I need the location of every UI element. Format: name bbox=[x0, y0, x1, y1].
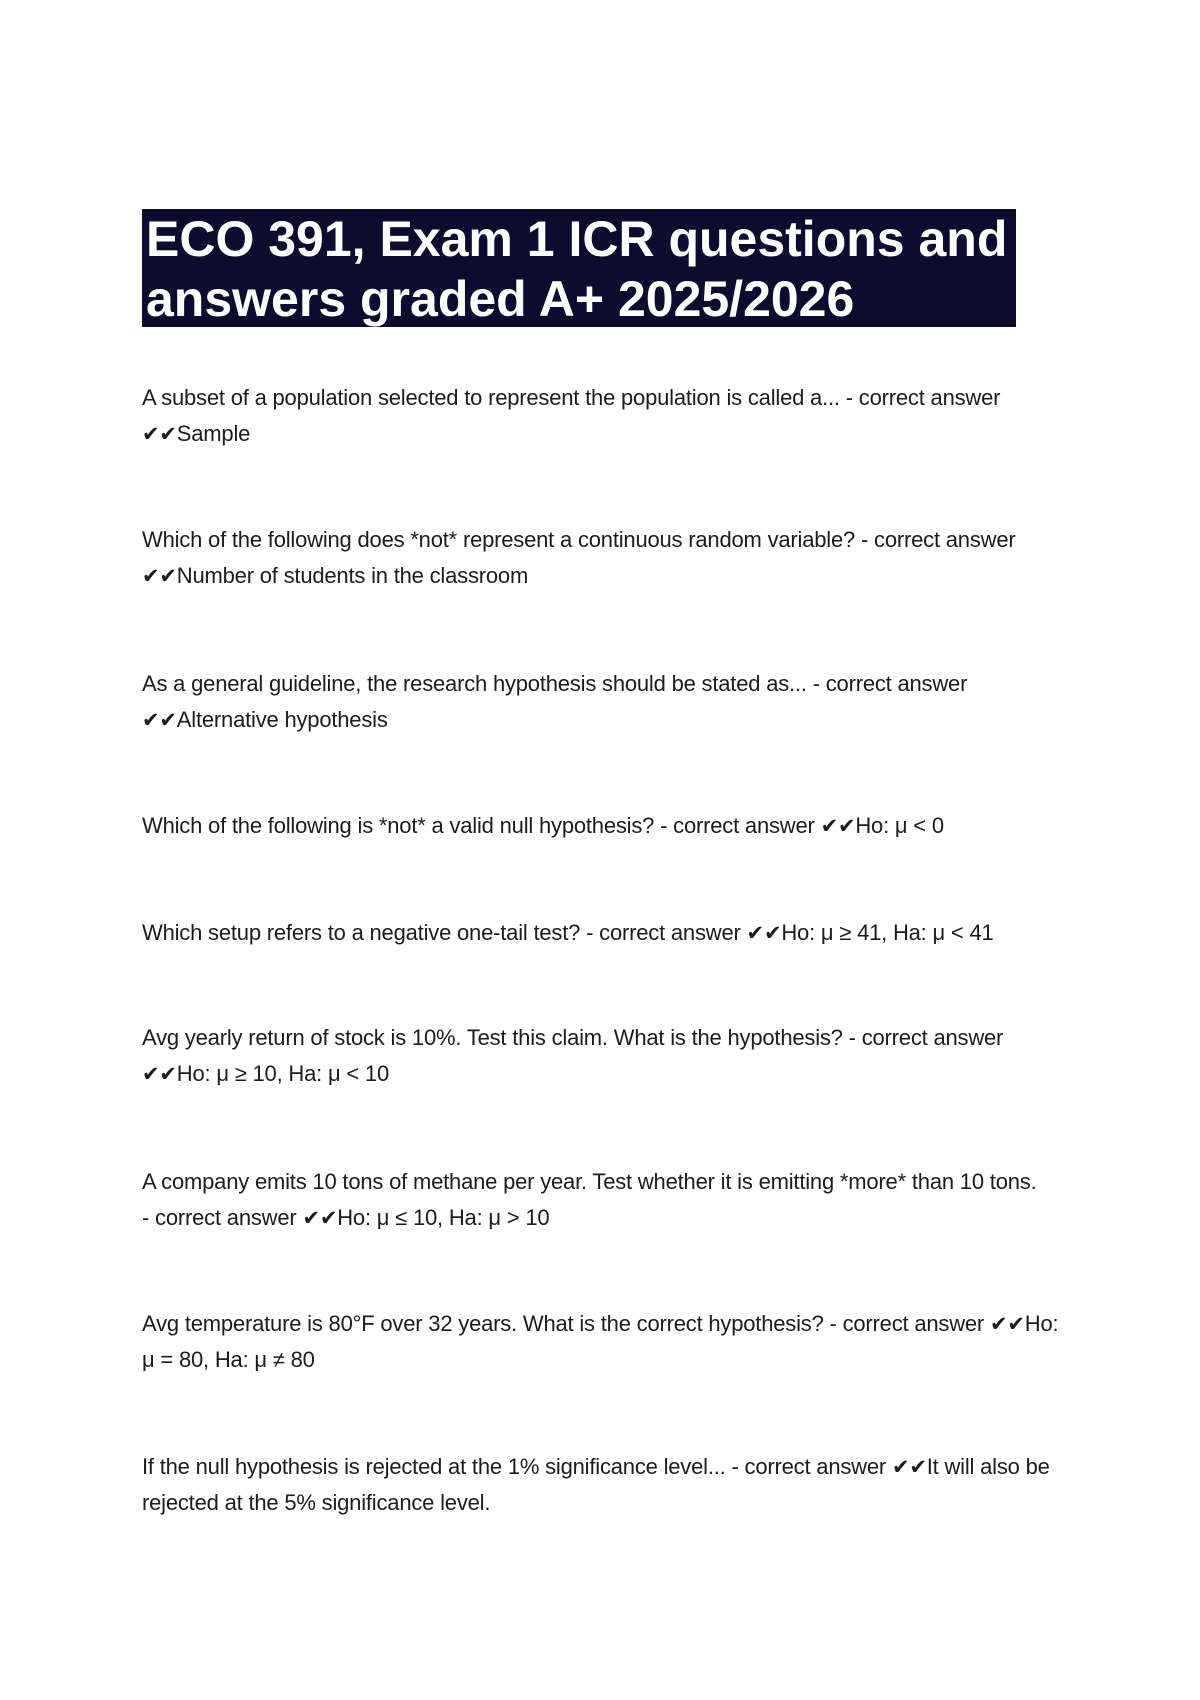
question-text: Which of the following does *not* represent a continuous random variable? bbox=[142, 527, 856, 552]
double-check-icon: ✔✔ bbox=[302, 1206, 338, 1230]
title-line-2: answers graded A+ 2025/2026 bbox=[146, 271, 855, 327]
question-text: Avg temperature is 80°F over 32 years. What is the correct hypothesis? bbox=[142, 1311, 824, 1336]
qa-item-4 bbox=[142, 808, 1072, 844]
question-text: A subset of a population selected to represent the population is called a... bbox=[142, 385, 840, 410]
answer-separator: - correct answer bbox=[860, 527, 1016, 552]
question-text: Which of the following is *not* a valid null hypothesis? bbox=[142, 813, 655, 838]
qa-item-8 bbox=[142, 1306, 1072, 1378]
answer-text: Ho: μ ≥ 41, Ha: μ < 41 bbox=[781, 920, 994, 945]
qa-item-6 bbox=[142, 1020, 1072, 1092]
double-check-icon: ✔✔ bbox=[142, 1062, 177, 1086]
answer-separator: - correct answer bbox=[660, 813, 815, 838]
answer-text: Ho: μ = 80, Ha: μ ≠ 80 bbox=[142, 1311, 1059, 1372]
qa-item-7 bbox=[142, 1164, 1072, 1236]
answer-text: Ho: μ < 0 bbox=[855, 813, 944, 838]
answer-separator: - correct answer bbox=[848, 1025, 1004, 1050]
question-text: If the null hypothesis is rejected at the 1% significance level... bbox=[142, 1454, 726, 1479]
qa-item-5 bbox=[142, 915, 1072, 951]
answer-text: Ho: μ ≥ 10, Ha: μ < 10 bbox=[176, 1061, 389, 1086]
double-check-icon: ✔✔ bbox=[820, 814, 856, 838]
answer-separator: - correct answer bbox=[586, 920, 741, 945]
double-check-icon: ✔✔ bbox=[989, 1312, 1025, 1336]
answer-separator: - correct answer bbox=[829, 1311, 985, 1336]
qa-item-2 bbox=[142, 522, 1072, 594]
question-text: Which setup refers to a negative one-tail test? bbox=[142, 920, 581, 945]
qa-item-3 bbox=[142, 666, 1072, 738]
qa-item-1 bbox=[142, 380, 1072, 452]
double-check-icon: ✔✔ bbox=[891, 1455, 927, 1479]
question-text: As a general guideline, the research hypothesis should be stated as... bbox=[142, 671, 807, 696]
answer-text: Sample bbox=[176, 421, 251, 446]
double-check-icon: ✔✔ bbox=[142, 422, 177, 446]
question-text: A company emits 10 tons of methane per year. Test whether it is emitting *more* than 10 tons. bbox=[142, 1169, 1037, 1194]
double-check-icon: ✔✔ bbox=[142, 564, 177, 588]
answer-text: It will also be rejected at the 5% significance level. bbox=[142, 1454, 1050, 1515]
qa-item-9 bbox=[142, 1449, 1072, 1521]
title-line-1: ECO 391, Exam 1 ICR questions and bbox=[146, 211, 1008, 267]
double-check-icon: ✔✔ bbox=[746, 921, 782, 945]
answer-separator: - correct answer bbox=[845, 385, 1001, 410]
answer-separator: - correct answer bbox=[142, 1205, 297, 1230]
double-check-icon: ✔✔ bbox=[142, 708, 177, 732]
document-title bbox=[142, 209, 1016, 327]
answer-text: Ho: μ ≤ 10, Ha: μ > 10 bbox=[337, 1205, 550, 1230]
answer-text: Number of students in the classroom bbox=[176, 563, 529, 588]
answer-separator: - correct answer bbox=[812, 671, 968, 696]
answer-separator: - correct answer bbox=[731, 1454, 887, 1479]
answer-text: Alternative hypothesis bbox=[176, 707, 388, 732]
question-text: Avg yearly return of stock is 10%. Test this claim. What is the hypothesis? bbox=[142, 1025, 843, 1050]
